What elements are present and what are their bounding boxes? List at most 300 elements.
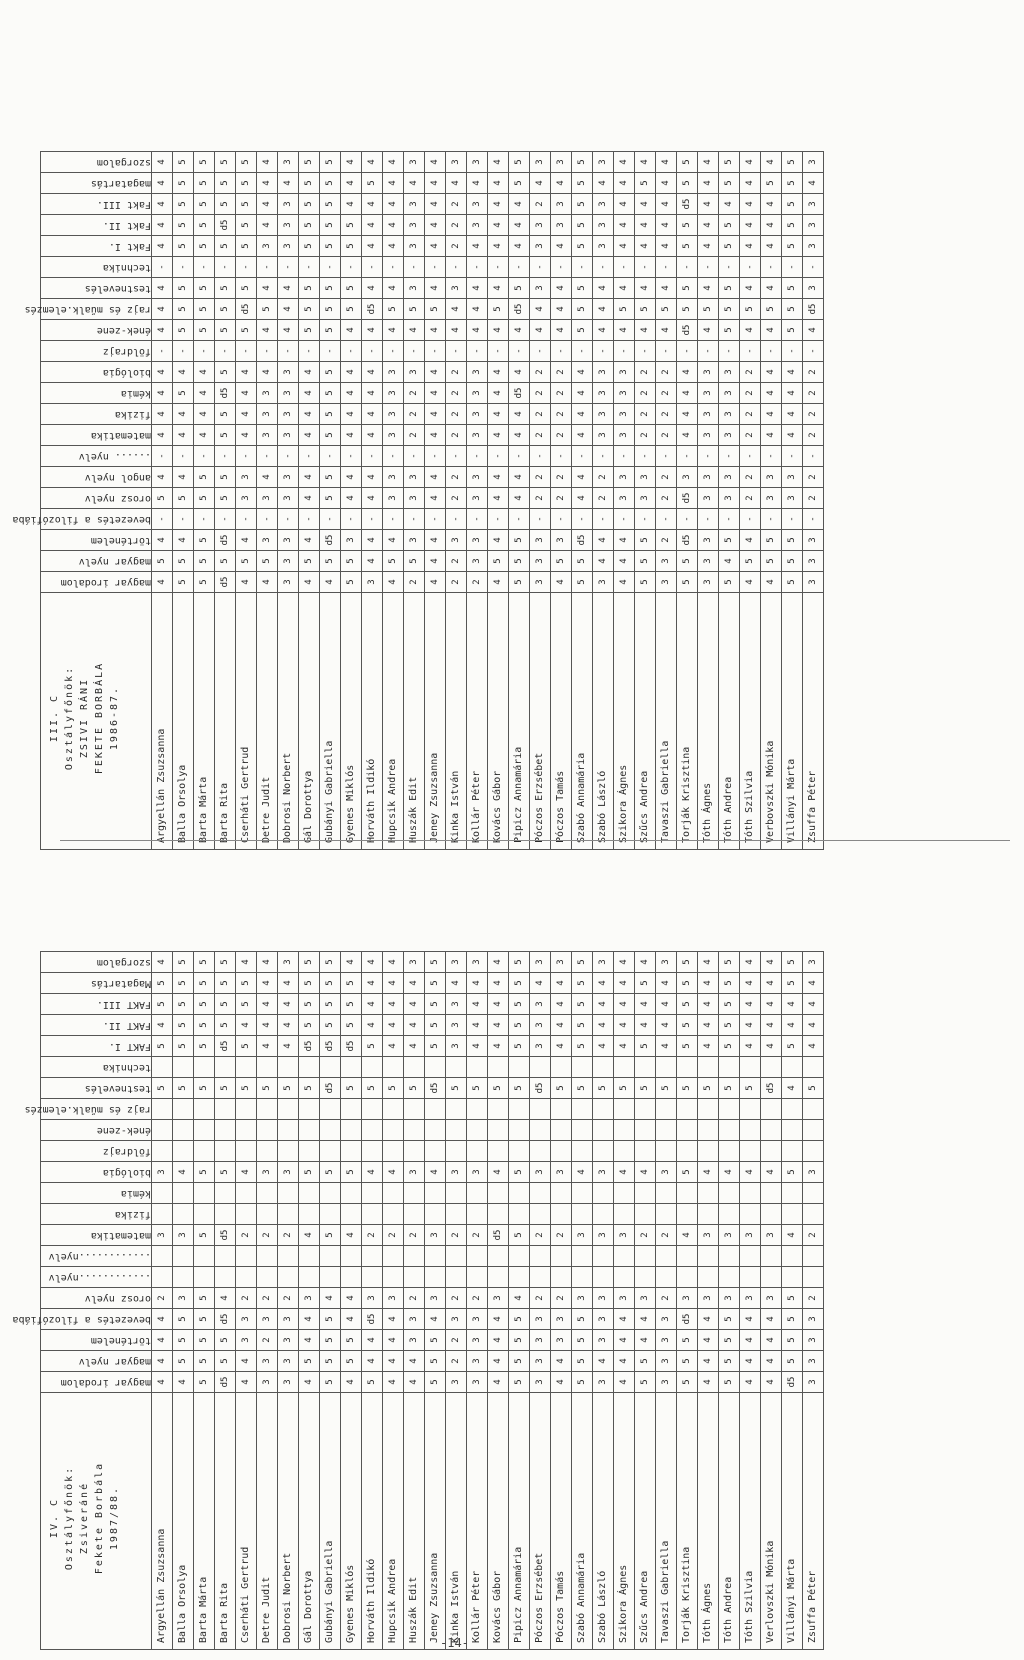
grade-cell: 4 — [362, 404, 383, 425]
grade-cell: 5 — [299, 152, 320, 173]
grade-cell: - — [152, 257, 173, 278]
grade-cell — [299, 1141, 320, 1162]
grade-cell: 5 — [194, 1330, 215, 1351]
grade-cell: 5 — [719, 530, 740, 551]
grade-cell: 5 — [572, 299, 593, 320]
grade-cell: 5 — [194, 173, 215, 194]
subject-label: bevezetés a filozófiába — [12, 1314, 151, 1325]
grade-cell: 5 — [215, 278, 236, 299]
grade-cell: 2 — [635, 362, 656, 383]
grade-cell: 5 — [320, 1015, 341, 1036]
grade-cell: - — [677, 509, 698, 530]
grade-cell: 5 — [719, 994, 740, 1015]
grade-cell: 4 — [383, 152, 404, 173]
grade-cell: - — [467, 341, 488, 362]
grade-cell: 5 — [719, 973, 740, 994]
grade-cell — [740, 1246, 761, 1267]
grade-cell: 4 — [761, 152, 782, 173]
subject-header — [41, 383, 152, 404]
grade-cell — [488, 1267, 509, 1288]
grade-cell: 4 — [404, 320, 425, 341]
grade-cell: 5 — [194, 467, 215, 488]
grade-cell: 4 — [404, 1372, 425, 1393]
grade-cell: 5 — [677, 1162, 698, 1183]
grade-cell: 2 — [656, 530, 677, 551]
grade-cell: 2 — [467, 1225, 488, 1246]
grade-cell: 4 — [782, 383, 803, 404]
grade-cell: 3 — [593, 152, 614, 173]
subject-label: ............nyelv — [48, 1251, 151, 1262]
grade-cell: 5 — [362, 1078, 383, 1099]
grade-cell: 5 — [719, 1015, 740, 1036]
table-row — [677, 952, 698, 1650]
grade-cell: 5 — [719, 278, 740, 299]
grade-cell: 4 — [698, 1015, 719, 1036]
grade-cell: 5 — [677, 994, 698, 1015]
grade-cell: 5 — [194, 1288, 215, 1309]
grade-cell: 5 — [173, 973, 194, 994]
grade-cell: 2 — [404, 383, 425, 404]
grade-cell: 3 — [761, 1288, 782, 1309]
grade-cell — [425, 1120, 446, 1141]
grade-cell: 4 — [236, 530, 257, 551]
student-name: Póczos Erzsébet — [530, 1393, 551, 1650]
grade-cell: 5 — [341, 1078, 362, 1099]
grade-cell — [341, 1141, 362, 1162]
grade-cell: 3 — [278, 952, 299, 973]
grade-cell: 3 — [803, 1351, 824, 1372]
grade-cell: - — [509, 446, 530, 467]
grade-cell — [551, 1120, 572, 1141]
grade-cell — [467, 1120, 488, 1141]
grade-cell — [152, 1141, 173, 1162]
grade-cell — [173, 1246, 194, 1267]
grade-cell: 5 — [635, 1372, 656, 1393]
grade-cell: 5 — [173, 1036, 194, 1057]
grade-cell: d5 — [572, 530, 593, 551]
student-name: Szabó Annamária — [572, 593, 593, 850]
grade-cell — [761, 1183, 782, 1204]
grade-cell: 4 — [614, 973, 635, 994]
subject-header — [41, 257, 152, 278]
grade-cell: 5 — [719, 1078, 740, 1099]
grade-cell: - — [404, 341, 425, 362]
grade-cell: - — [173, 509, 194, 530]
grade-cell: 5 — [215, 952, 236, 973]
subject-label: orosz nyelv — [84, 1293, 151, 1304]
grade-cell: 4 — [236, 1162, 257, 1183]
grade-cell: 5 — [719, 320, 740, 341]
grade-cell: - — [593, 341, 614, 362]
grade-cell — [509, 1120, 530, 1141]
grade-cell: 5 — [320, 1309, 341, 1330]
grade-cell: 4 — [341, 1372, 362, 1393]
grade-cell: - — [467, 446, 488, 467]
grade-cell: 5 — [236, 551, 257, 572]
grade-cell: 3 — [467, 404, 488, 425]
grade-cell: - — [341, 509, 362, 530]
grade-cell — [299, 1120, 320, 1141]
grade-cell — [593, 1099, 614, 1120]
grade-cell — [614, 1099, 635, 1120]
grade-cell — [719, 1120, 740, 1141]
grade-cell — [425, 1246, 446, 1267]
grade-cell — [803, 1120, 824, 1141]
grade-cell: 4 — [740, 530, 761, 551]
grade-cell: 5 — [152, 973, 173, 994]
grade-cell — [173, 1099, 194, 1120]
grade-cell: 5 — [320, 278, 341, 299]
grade-cell: 2 — [446, 215, 467, 236]
student-name: Dobrosi Norbert — [278, 1393, 299, 1650]
subject-label: angol nyelv — [84, 472, 151, 483]
student-name: Kollár Péter — [467, 593, 488, 850]
grade-cell: 5 — [173, 194, 194, 215]
student-name: Balla Orsolya — [173, 1393, 194, 1650]
table-row — [320, 952, 341, 1650]
grade-cell: 4 — [425, 1309, 446, 1330]
grade-cell: 4 — [509, 215, 530, 236]
grade-cell — [236, 1057, 257, 1078]
grade-cell: 5 — [299, 173, 320, 194]
grade-cell: 5 — [341, 572, 362, 593]
subject-label: matematika — [90, 1230, 151, 1241]
grade-cell: 3 — [446, 1036, 467, 1057]
grade-cell — [635, 1099, 656, 1120]
grade-cell — [782, 1183, 803, 1204]
grade-cell: 3 — [446, 1309, 467, 1330]
grade-cell: 5 — [194, 236, 215, 257]
grade-cell: 4 — [341, 488, 362, 509]
grade-cell: 3 — [698, 425, 719, 446]
grade-cell: 2 — [446, 467, 467, 488]
grade-cell: 4 — [383, 194, 404, 215]
subject-label: testnevelés — [84, 283, 151, 294]
student-name: Tóth Ágnes — [698, 1393, 719, 1650]
subject-header — [41, 1372, 152, 1393]
grade-cell — [446, 1057, 467, 1078]
grade-cell: 4 — [488, 952, 509, 973]
grade-cell — [362, 1267, 383, 1288]
grade-cell: 5 — [320, 173, 341, 194]
grade-cell: 4 — [761, 1372, 782, 1393]
grade-cell: - — [488, 509, 509, 530]
grade-cell: 4 — [488, 173, 509, 194]
grade-cell: 3 — [614, 383, 635, 404]
grade-cell: 5 — [509, 994, 530, 1015]
grade-cell: 5 — [719, 1309, 740, 1330]
grade-cell — [635, 1057, 656, 1078]
grade-cell: 3 — [656, 1351, 677, 1372]
grade-cell: 5 — [341, 994, 362, 1015]
grade-cell — [467, 1246, 488, 1267]
grade-cell: d5 — [509, 299, 530, 320]
grade-cell: - — [782, 446, 803, 467]
grade-cell: 4 — [593, 1015, 614, 1036]
grade-cell: 4 — [740, 1015, 761, 1036]
grade-cell: 5 — [341, 236, 362, 257]
grade-cell: - — [362, 446, 383, 467]
student-name: Szabó László — [593, 1393, 614, 1650]
grade-cell: 4 — [299, 425, 320, 446]
grade-cell: 5 — [194, 1015, 215, 1036]
grade-cell — [509, 1267, 530, 1288]
grade-cell: 5 — [509, 1036, 530, 1057]
grade-cell: 5 — [635, 973, 656, 994]
grade-cell: 5 — [488, 1078, 509, 1099]
grade-cell: 3 — [635, 467, 656, 488]
grade-cell: 3 — [404, 467, 425, 488]
grade-cell: 3 — [173, 1288, 194, 1309]
grade-cell: 3 — [614, 362, 635, 383]
grade-cell: 5 — [509, 973, 530, 994]
grade-cell — [488, 1204, 509, 1225]
table-row — [782, 952, 803, 1650]
grade-cell: 5 — [320, 1330, 341, 1351]
grade-cell: 3 — [761, 467, 782, 488]
grade-cell: 4 — [488, 236, 509, 257]
grade-cell: 2 — [803, 383, 824, 404]
grade-cell: 4 — [803, 994, 824, 1015]
grade-cell: 4 — [551, 994, 572, 1015]
grade-cell: d5 — [530, 1078, 551, 1099]
grade-cell — [173, 1057, 194, 1078]
grade-cell: d5 — [761, 1078, 782, 1099]
table-body — [152, 152, 824, 850]
grade-cell: 3 — [488, 1288, 509, 1309]
grade-cell: 4 — [152, 383, 173, 404]
table-row — [572, 952, 593, 1650]
subject-label: biológia — [102, 367, 151, 378]
grade-cell: 5 — [677, 173, 698, 194]
grade-cell: 4 — [698, 194, 719, 215]
student-name: Pipicz Annamária — [509, 1393, 530, 1650]
table-row — [593, 152, 614, 850]
grade-cell: 3 — [257, 1351, 278, 1372]
grade-cell: - — [383, 341, 404, 362]
table-body — [152, 952, 824, 1650]
grade-cell: 2 — [740, 362, 761, 383]
grade-cell: 5 — [173, 236, 194, 257]
table-row — [761, 952, 782, 1650]
grade-cell — [803, 1204, 824, 1225]
grade-cell: 4 — [488, 1330, 509, 1351]
grade-cell: 4 — [173, 530, 194, 551]
grade-cell: 5 — [320, 299, 341, 320]
grade-cell: 2 — [740, 488, 761, 509]
grade-cell: d5 — [362, 1309, 383, 1330]
grade-cell: - — [236, 446, 257, 467]
grade-cell: 5 — [320, 973, 341, 994]
grade-cell: 5 — [215, 1078, 236, 1099]
grade-cell — [593, 1120, 614, 1141]
grade-cell: 4 — [782, 1225, 803, 1246]
subject-label: rajz és műalk.elemzés — [24, 304, 151, 315]
subject-label: ének-zene — [96, 325, 151, 336]
grade-cell — [677, 1057, 698, 1078]
grade-cell: 5 — [782, 1330, 803, 1351]
grade-cell: 5 — [215, 1330, 236, 1351]
grade-cell — [299, 1099, 320, 1120]
grade-cell — [551, 1183, 572, 1204]
grade-cell — [614, 1183, 635, 1204]
table-row — [635, 952, 656, 1650]
grade-cell: 5 — [761, 530, 782, 551]
grade-cell: 3 — [383, 467, 404, 488]
grade-cell: 3 — [257, 530, 278, 551]
table-row — [614, 152, 635, 850]
grade-cell: 5 — [719, 952, 740, 973]
grade-cell: 5 — [425, 952, 446, 973]
grade-cell: 5 — [677, 1078, 698, 1099]
grade-cell: 4 — [362, 973, 383, 994]
grade-cell: 3 — [341, 530, 362, 551]
student-name: Horváth Ildikó — [362, 593, 383, 850]
grade-cell — [782, 1099, 803, 1120]
grade-cell: 3 — [446, 1162, 467, 1183]
grade-cell: 3 — [362, 1288, 383, 1309]
grade-cell: - — [341, 446, 362, 467]
grade-cell: 5 — [719, 215, 740, 236]
grade-cell — [215, 1099, 236, 1120]
grade-cell: 5 — [572, 1330, 593, 1351]
grade-cell — [551, 1204, 572, 1225]
grade-cell: 5 — [299, 194, 320, 215]
grade-cell: 4 — [614, 1351, 635, 1372]
grade-cell: 2 — [803, 425, 824, 446]
grade-cell — [236, 1099, 257, 1120]
grade-cell — [761, 1204, 782, 1225]
grade-cell: 2 — [635, 425, 656, 446]
grade-cell: 5 — [719, 1351, 740, 1372]
grade-cell: 2 — [278, 1225, 299, 1246]
grade-cell: - — [656, 446, 677, 467]
grade-cell — [404, 1204, 425, 1225]
student-name: Zsuffa Péter — [803, 593, 824, 850]
grade-cell: - — [572, 341, 593, 362]
grade-cell: 5 — [173, 173, 194, 194]
student-name: Zsuffa Péter — [803, 1393, 824, 1650]
grade-cell — [719, 1267, 740, 1288]
grade-cell: 4 — [740, 278, 761, 299]
grade-cell: 3 — [803, 152, 824, 173]
grade-cell: 5 — [236, 173, 257, 194]
grade-cell: 4 — [551, 299, 572, 320]
grade-cell: 2 — [656, 383, 677, 404]
grade-cell: 5 — [761, 173, 782, 194]
grade-cell: 5 — [299, 1162, 320, 1183]
student-name: Szűcs Andrea — [635, 1393, 656, 1650]
grade-cell: 4 — [152, 320, 173, 341]
grade-cell: 5 — [782, 952, 803, 973]
grade-cell — [320, 1267, 341, 1288]
grade-cell: 2 — [803, 488, 824, 509]
subject-label: földrajz — [102, 1146, 151, 1157]
grade-cell: 5 — [236, 152, 257, 173]
grade-cell: 3 — [593, 362, 614, 383]
grade-cell: 4 — [761, 383, 782, 404]
grade-cell: - — [593, 446, 614, 467]
grade-cell: 4 — [446, 973, 467, 994]
grade-cell: 4 — [698, 1330, 719, 1351]
grade-cell: 3 — [593, 1162, 614, 1183]
grade-cell — [551, 1099, 572, 1120]
grade-cell: 5 — [320, 320, 341, 341]
grade-cell: 4 — [530, 320, 551, 341]
grade-cell: 5 — [173, 1330, 194, 1351]
grade-cell: 4 — [257, 278, 278, 299]
grade-cell: 5 — [362, 1036, 383, 1057]
grade-cell: 3 — [593, 194, 614, 215]
grade-cell: 4 — [299, 383, 320, 404]
student-name: Kovács Gábor — [488, 593, 509, 850]
grade-cell: 2 — [446, 1330, 467, 1351]
grade-cell: 3 — [278, 425, 299, 446]
grade-cell: - — [509, 257, 530, 278]
grade-cell: 4 — [740, 1372, 761, 1393]
table-row — [593, 952, 614, 1650]
grade-cell: 3 — [446, 530, 467, 551]
grade-cell: - — [635, 341, 656, 362]
grade-cell: 3 — [656, 1330, 677, 1351]
grade-cell: 4 — [782, 1078, 803, 1099]
table-row — [341, 952, 362, 1650]
grade-cell: 4 — [488, 425, 509, 446]
grade-cell — [278, 1204, 299, 1225]
subject-label: technika — [102, 262, 151, 273]
grade-cell: 3 — [446, 152, 467, 173]
grade-cell: 4 — [740, 173, 761, 194]
table-row — [383, 152, 404, 850]
grade-cell: - — [614, 509, 635, 530]
subject-header — [41, 404, 152, 425]
grade-cell: - — [467, 257, 488, 278]
student-name: Szűcs Andrea — [635, 593, 656, 850]
subject-header — [41, 1288, 152, 1309]
grade-cell: 4 — [530, 173, 551, 194]
subject-label: történelem — [90, 1335, 151, 1346]
grade-cell: 4 — [257, 362, 278, 383]
subject-header — [41, 1141, 152, 1162]
subject-header — [41, 425, 152, 446]
grade-cell: 3 — [803, 551, 824, 572]
grade-cell: 4 — [299, 530, 320, 551]
grade-cell: 4 — [152, 1330, 173, 1351]
grade-cell: 2 — [656, 425, 677, 446]
grade-cell: 4 — [278, 1015, 299, 1036]
grade-cell — [656, 1057, 677, 1078]
grade-cell: 4 — [740, 1330, 761, 1351]
grade-cell: 3 — [467, 362, 488, 383]
grade-cell — [362, 1120, 383, 1141]
grade-cell — [803, 1057, 824, 1078]
grade-cell: 4 — [740, 1036, 761, 1057]
grade-cell: 2 — [656, 404, 677, 425]
grade-cell: 5 — [173, 551, 194, 572]
grade-cell: 4 — [719, 194, 740, 215]
grade-cell: - — [614, 446, 635, 467]
grade-cell: 4 — [551, 278, 572, 299]
grade-cell: 4 — [761, 572, 782, 593]
grade-cell: 4 — [236, 1372, 257, 1393]
grade-cell — [446, 1120, 467, 1141]
grade-cell: 4 — [404, 173, 425, 194]
grade-cell: 5 — [362, 1372, 383, 1393]
student-name: Torják Krisztina — [677, 1393, 698, 1650]
grade-cell: 2 — [530, 383, 551, 404]
grade-cell: 5 — [194, 194, 215, 215]
grade-cell: 4 — [299, 1372, 320, 1393]
